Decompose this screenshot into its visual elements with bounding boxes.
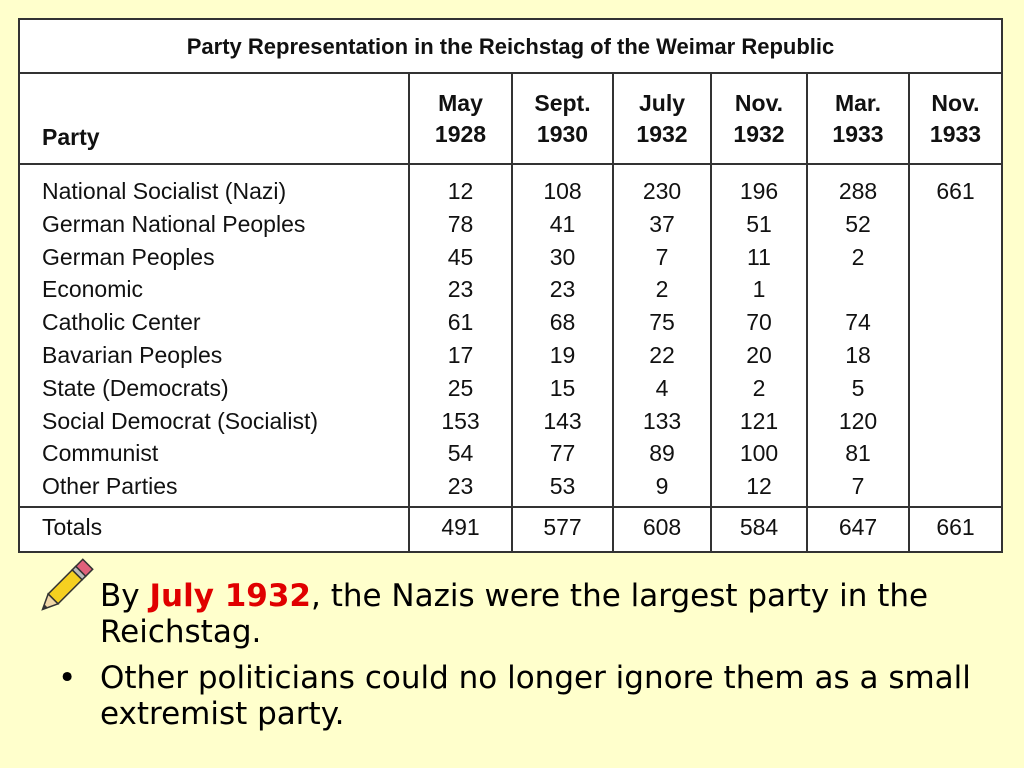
- seat-count: [910, 208, 1001, 241]
- seat-count: 23: [447, 473, 474, 500]
- column-header-year: 1933: [832, 121, 884, 147]
- seat-count: [910, 437, 1001, 470]
- party-name: Bavarian Peoples: [42, 341, 223, 368]
- column-header-year: 1932: [733, 121, 785, 147]
- column-header-month: Nov.: [734, 90, 784, 116]
- seat-count: 108: [543, 178, 582, 204]
- column-header-month: May: [438, 90, 483, 116]
- party-name: Other Parties: [42, 473, 178, 500]
- column-header-year: 1928: [434, 121, 487, 147]
- bullet-icon: •: [58, 660, 77, 696]
- seat-count: 61: [447, 309, 474, 336]
- seat-count: 133: [642, 407, 682, 434]
- seat-count: 81: [845, 440, 871, 467]
- total-mar-1933: 647: [838, 514, 878, 540]
- party-name: German National Peoples: [42, 210, 306, 237]
- seat-count: 77: [549, 440, 576, 467]
- seat-count: 30: [549, 243, 576, 270]
- party-name: Social Democrat (Socialist): [42, 407, 319, 434]
- seat-count: 100: [739, 440, 779, 467]
- seat-count: 5: [851, 374, 865, 401]
- seat-count: 25: [447, 374, 474, 401]
- pencil-icon: [32, 558, 94, 620]
- column-header-nov-1933: [910, 88, 1001, 150]
- seat-count: 143: [543, 407, 582, 434]
- seat-count: 15: [549, 374, 576, 401]
- values-column-nov-1932: [712, 175, 806, 503]
- total-july-1932: 608: [642, 514, 682, 540]
- seat-count: [910, 372, 1001, 405]
- seat-count: 54: [447, 440, 474, 467]
- seat-count: 53: [549, 473, 576, 500]
- reichstag-table: [18, 18, 1003, 553]
- seat-count: 20: [746, 341, 772, 368]
- seat-count: 78: [447, 210, 474, 237]
- header-divider: [20, 163, 1001, 165]
- party-name: Catholic Center: [42, 309, 201, 336]
- column-header-mar-1933: [808, 88, 908, 150]
- seat-count: [910, 339, 1001, 372]
- seat-count: 661: [936, 178, 975, 204]
- column-header-sept-1930: [513, 88, 612, 150]
- seat-count: 37: [649, 210, 675, 237]
- total-sept-1930: 577: [543, 514, 582, 540]
- party-name: State (Democrats): [42, 374, 229, 401]
- seat-count: 288: [838, 178, 878, 204]
- column-header-july-1932: [614, 88, 710, 150]
- seat-count: 230: [642, 178, 682, 204]
- values-column-may-1928: [410, 175, 511, 503]
- note-nazis-largest: By July 1932, the Nazis were the largest party in the Reichstag.: [100, 578, 929, 650]
- party-column-header: Party: [42, 124, 100, 150]
- values-column-mar-1933: [808, 175, 908, 503]
- seat-count: 75: [649, 309, 675, 336]
- seat-count: 68: [549, 309, 576, 336]
- highlight-date: July 1932: [149, 578, 311, 614]
- seat-count: [910, 306, 1001, 339]
- seat-count: 12: [746, 473, 772, 500]
- seat-count: [910, 405, 1001, 438]
- column-header-may-1928: [410, 88, 511, 150]
- party-name: Economic: [42, 276, 143, 303]
- seat-count: 52: [845, 210, 871, 237]
- totals-label: Totals: [42, 514, 103, 540]
- column-header-year: 1933: [929, 121, 982, 147]
- total-may-1928: 491: [441, 514, 480, 540]
- seat-count: 2: [752, 374, 766, 401]
- seat-count: [910, 470, 1001, 503]
- seat-count: 153: [441, 407, 480, 434]
- seat-count: 51: [746, 210, 772, 237]
- seat-count: 196: [739, 178, 779, 204]
- seat-count: [808, 273, 908, 306]
- seat-count: 4: [655, 374, 669, 401]
- party-name: National Socialist (Nazi): [42, 178, 287, 204]
- party-name-list: [42, 175, 318, 503]
- seat-count: 7: [655, 243, 669, 270]
- seat-count: 11: [747, 243, 771, 270]
- seat-count: 70: [746, 309, 772, 336]
- values-column-july-1932: [614, 175, 710, 503]
- column-header-year: 1932: [636, 121, 688, 147]
- party-name: German Peoples: [42, 243, 215, 270]
- total-nov-1933: 661: [936, 514, 975, 540]
- seat-count: 45: [447, 243, 474, 270]
- total-nov-1932: 584: [739, 514, 779, 540]
- seat-count: 9: [655, 473, 669, 500]
- seat-count: 2: [655, 276, 669, 303]
- column-header-month: Nov.: [931, 90, 980, 116]
- column-header-month: Mar.: [834, 90, 882, 116]
- seat-count: 23: [549, 276, 576, 303]
- column-header-month: July: [638, 90, 686, 116]
- seat-count: 22: [649, 341, 675, 368]
- seat-count: 2: [851, 243, 865, 270]
- seat-count: [910, 273, 1001, 306]
- party-name: Communist: [42, 440, 159, 467]
- summary-notes: [58, 578, 980, 742]
- seat-count: 74: [845, 309, 871, 336]
- seat-count: 23: [447, 276, 474, 303]
- seat-count: 41: [549, 210, 576, 237]
- seat-count: 17: [447, 341, 474, 368]
- column-header-month: Sept.: [534, 90, 591, 116]
- seat-count: [910, 241, 1001, 274]
- seat-count: 7: [851, 473, 865, 500]
- column-header-nov-1932: [712, 88, 806, 150]
- note-politicians: • Other politicians could no longer ignore them as a small extremist party.: [58, 660, 971, 732]
- seat-count: 18: [845, 341, 871, 368]
- seat-count: 121: [739, 407, 779, 434]
- column-header-year: 1930: [536, 121, 589, 147]
- values-column-nov-1933: [910, 175, 1001, 503]
- seat-count: 19: [549, 341, 576, 368]
- table-title: Party Representation in the Reichstag of the Weimar Republic: [20, 20, 1001, 74]
- seat-count: 12: [447, 178, 474, 204]
- totals-divider: [20, 506, 1001, 508]
- seat-count: 89: [649, 440, 675, 467]
- values-column-sept-1930: [513, 175, 612, 503]
- seat-count: 1: [752, 276, 766, 303]
- seat-count: 120: [838, 407, 878, 434]
